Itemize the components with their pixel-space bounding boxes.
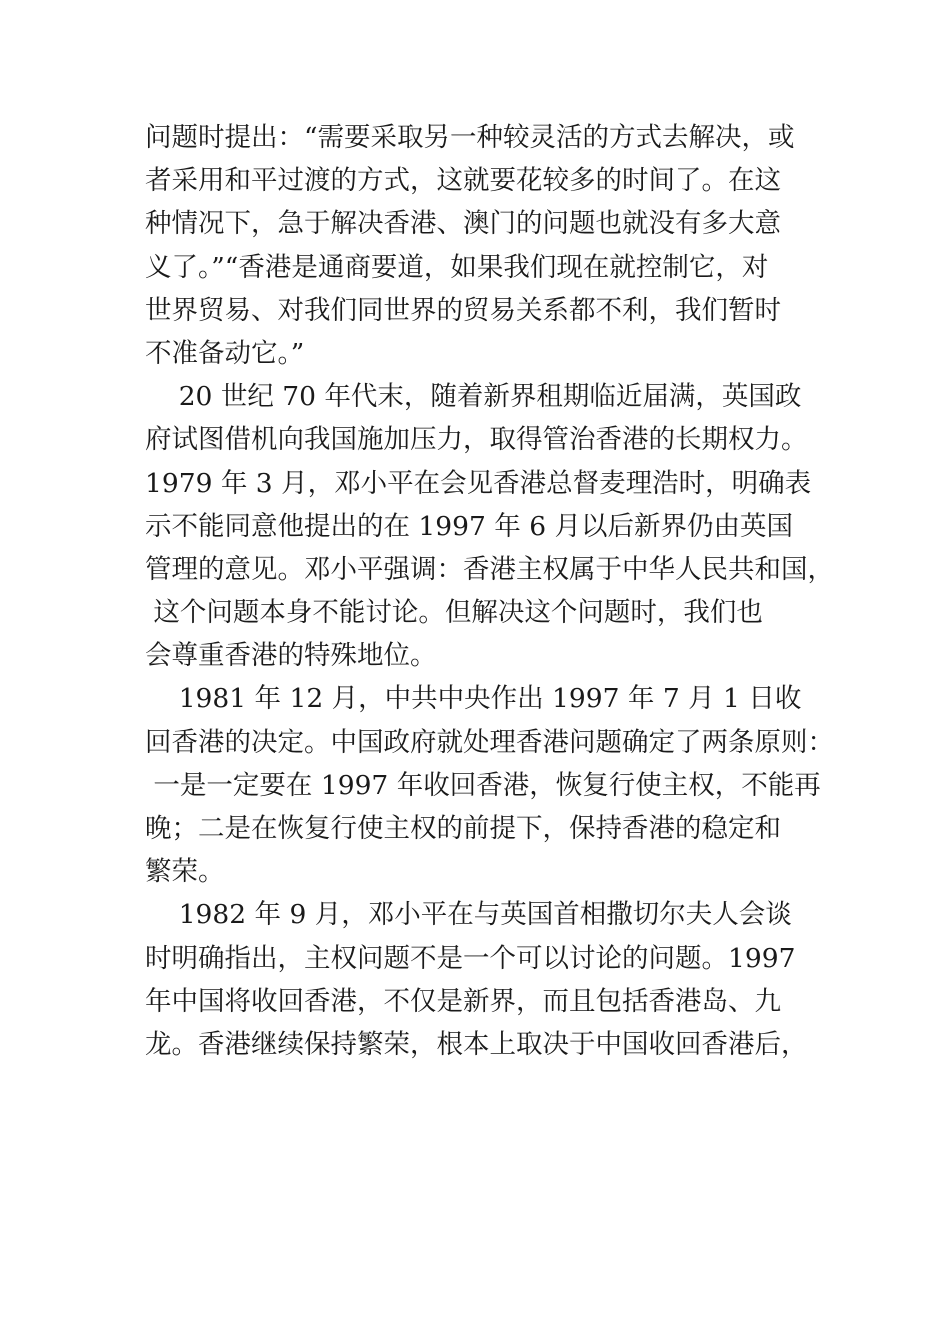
text-line: 义了。”“香港是通商要道，如果我们现在就控制它，对 <box>145 251 769 283</box>
body-text <box>145 116 834 1066</box>
text-line: 问题时提出：“需要采取另一种较灵活的方式去解决，或 <box>145 122 795 153</box>
text-line: 种情况下，急于解决香港、澳门的问题也就没有多大意 <box>145 208 781 240</box>
text-line: 不准备动它。” <box>145 337 305 369</box>
text-line: 年中国将收回香港，不仅是新界，而且包括香港岛、九 <box>145 985 781 1017</box>
text-line: 世界贸易、对我们同世界的贸易关系都不利，我们暂时 <box>145 294 781 326</box>
text-line: 府试图借机向我国施加压力，取得管治香港的长期权力。 <box>145 424 808 456</box>
paragraph-3 <box>145 677 834 893</box>
paragraph-4 <box>145 893 810 1066</box>
text-line: 回香港的决定。中国政府就处理香港问题确定了两条原则： <box>145 726 834 758</box>
text-line: 一是一定要在 1997 年收回香港，恢复行使主权，不能再 <box>145 769 821 801</box>
text-line: 管理的意见。邓小平强调：香港主权属于中华人民共和国， <box>145 553 834 585</box>
text-line: 1982 年 9 月，邓小平在与英国首相撒切尔夫人会谈 <box>145 899 792 931</box>
text-line: 示不能同意他提出的在 1997 年 6 月以后新界仍由英国 <box>145 510 793 542</box>
text-line: 1979 年 3 月，邓小平在会见香港总督麦理浩时，明确表 <box>145 467 812 499</box>
text-line: 繁荣。 <box>145 856 225 888</box>
text-line: 20 世纪 70 年代末，随着新界租期临近届满，英国政 <box>145 381 802 413</box>
text-line: 这个问题本身不能讨论。但解决这个问题时，我们也 <box>145 597 763 629</box>
text-line: 会尊重香港的特殊地位。 <box>145 640 437 672</box>
paragraph-2 <box>145 375 834 677</box>
text-line: 龙。香港继续保持繁荣，根本上取决于中国收回香港后， <box>145 1028 808 1060</box>
text-line: 时明确指出，主权问题不是一个可以讨论的问题。1997 <box>145 942 796 974</box>
paragraph-1 <box>145 116 810 375</box>
text-line: 者采用和平过渡的方式，这就要花较多的时间了。在这 <box>145 165 781 197</box>
text-line: 晚；二是在恢复行使主权的前提下，保持香港的稳定和 <box>145 813 781 844</box>
text-line: 1981 年 12 月，中共中央作出 1997 年 7 月 1 日收 <box>145 683 802 715</box>
